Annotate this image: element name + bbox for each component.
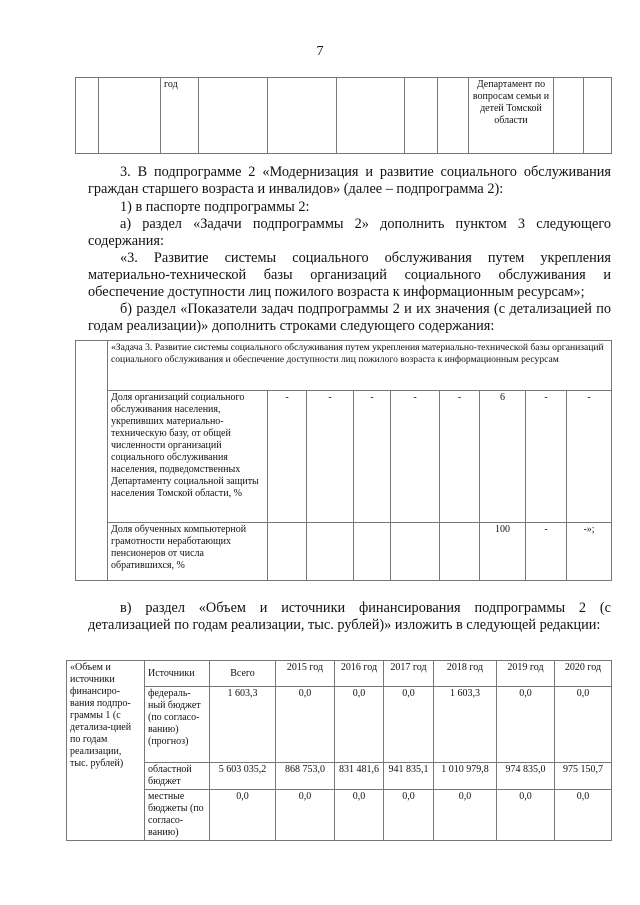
page-number: 7 xyxy=(316,44,324,59)
source: федераль-ный бюджет (по согласо-ванию) (прогноз) xyxy=(145,687,210,763)
value: 0,0 xyxy=(555,790,612,841)
value: - xyxy=(307,391,354,523)
value: 0,0 xyxy=(276,687,335,763)
value: 0,0 xyxy=(210,790,276,841)
value: 974 835,0 xyxy=(497,763,555,790)
cell-department: Департамент по вопросам семьи и детей Томской области xyxy=(469,78,554,154)
header: 2017 год xyxy=(384,661,434,687)
value xyxy=(307,523,354,581)
value: 0,0 xyxy=(335,790,384,841)
value: 868 753,0 xyxy=(276,763,335,790)
header: Всего xyxy=(210,661,276,687)
value: - xyxy=(354,391,391,523)
value: 0,0 xyxy=(497,687,555,763)
value: 941 835,1 xyxy=(384,763,434,790)
value: 0,0 xyxy=(555,687,612,763)
value: - xyxy=(526,391,567,523)
source: местные бюджеты (по согласо-ванию) xyxy=(145,790,210,841)
finance-table xyxy=(66,660,612,841)
paragraph-a: а) раздел «Задачи подпрограммы 2» дополнить пунктом 3 следующего содержания: xyxy=(88,216,611,249)
value: 0,0 xyxy=(276,790,335,841)
value xyxy=(354,523,391,581)
indicators-table xyxy=(75,340,612,581)
value: 0,0 xyxy=(384,687,434,763)
value: 975 150,7 xyxy=(555,763,612,790)
header: 2020 год xyxy=(555,661,612,687)
value: 0,0 xyxy=(335,687,384,763)
top-table xyxy=(75,77,612,154)
value: - xyxy=(391,391,440,523)
indicator-name: Доля обученных компьютерной грамотности неработающих пенсионеров от числа обратившихся, % xyxy=(108,523,268,581)
value: 6 xyxy=(480,391,526,523)
header: 2015 год xyxy=(276,661,335,687)
paragraph-v: в) раздел «Объем и источники финансирования подпрограммы 2 (с детализацией по годам реализации, тыс. рублей)» изложить в следующей редакции: xyxy=(88,600,611,633)
value: 0,0 xyxy=(434,790,497,841)
value: - xyxy=(440,391,480,523)
value: - xyxy=(268,391,307,523)
value: 100 xyxy=(480,523,526,581)
header: 2018 год xyxy=(434,661,497,687)
value xyxy=(440,523,480,581)
header: 2019 год xyxy=(497,661,555,687)
paragraph-task3: «3. Развитие системы социального обслуживания путем укрепления материально-технической базы организаций социального обслуживания и обеспечение доступности лиц пожилого возраста к информационным ресурсам»; xyxy=(88,250,611,300)
value: 1 603,3 xyxy=(434,687,497,763)
value: 1 603,3 xyxy=(210,687,276,763)
value xyxy=(268,523,307,581)
finance-label: «Объем и источники финансиро-вания подпро-граммы 1 (с детализа-цией по годам реализации, тыс. рублей) xyxy=(67,661,145,841)
header: 2016 год xyxy=(335,661,384,687)
value: 1 010 979,8 xyxy=(434,763,497,790)
value: 5 603 035,2 xyxy=(210,763,276,790)
task-3-header: «Задача 3. Развитие системы социального обслуживания путем укрепления материально-технической базы организаций социального обслуживания и обеспечение доступности лиц пожилого возраста к информационным ресурсам xyxy=(108,341,612,391)
value: 831 481,6 xyxy=(335,763,384,790)
value xyxy=(391,523,440,581)
paragraph-3: 3. В подпрограмме 2 «Модернизация и развитие социального обслуживания граждан старшего возраста и инвалидов» (далее – подпрограмма 2): xyxy=(88,164,611,197)
value: - xyxy=(526,523,567,581)
value: -»; xyxy=(567,523,612,581)
cell-year: год xyxy=(161,78,199,154)
value: 0,0 xyxy=(497,790,555,841)
value: 0,0 xyxy=(384,790,434,841)
paragraph-b: б) раздел «Показатели задач подпрограммы 2 и их значения (с детализацией по годам реализации)» дополнить строками следующего содержания: xyxy=(88,301,611,334)
value: - xyxy=(567,391,612,523)
paragraph-1: 1) в паспорте подпрограммы 2: xyxy=(120,199,310,215)
header: Источники xyxy=(145,661,210,687)
indicator-name: Доля организаций социального обслуживания населения, укрепивших материально-техническую базу, от общей численности организаций социального обслуживания населения, подведомственных Департаменту социальной защиты населения Томской области, % xyxy=(108,391,268,523)
source: областной бюджет xyxy=(145,763,210,790)
